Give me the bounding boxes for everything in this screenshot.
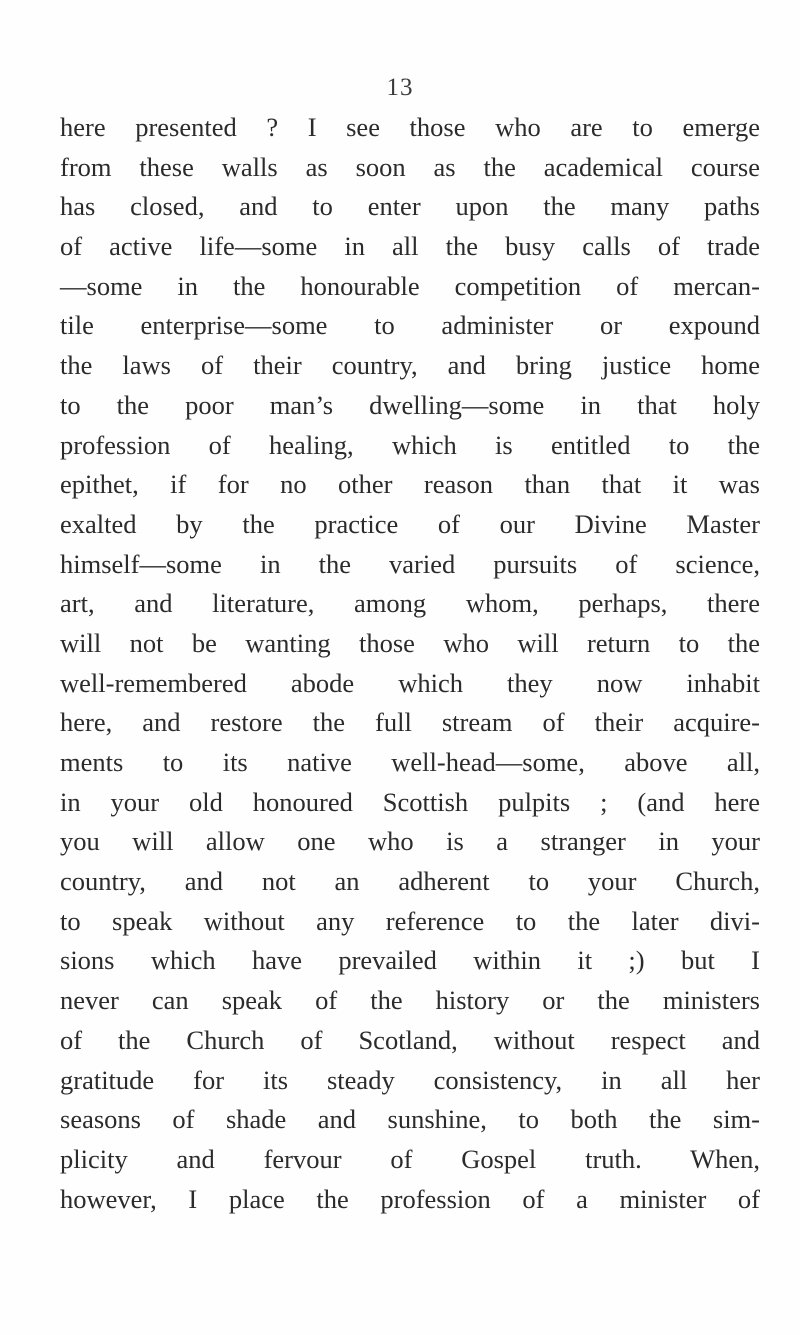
text-line: here presented ? I see those who are to emerge [60,112,760,142]
text-line: never can speak of the history or the ministers [60,985,760,1016]
text-line: of the Church of Scotland, without respect and [60,1024,760,1055]
text-line: country, and not an adherent to your Church, [60,866,760,897]
text-line: from these walls as soon as the academical course [60,151,760,182]
text-line: to speak without any reference to the later divi- [60,905,760,936]
text-line: seasons of shade and sunshine, to both the sim- [60,1104,760,1135]
text-line: profession of healing, which is entitled to the [60,429,760,460]
text-line: here, and restore the full stream of their acquire- [60,707,760,738]
text-line: has closed, and to enter upon the many paths [60,191,760,222]
page-number: 13 [386,74,414,101]
text-line: tile enterprise—some to administer or expound [60,310,760,341]
text-line: well-remembered abode which they now inhabit [60,667,760,698]
text-line: you will allow one who is a stranger in your [60,826,760,857]
text-line: exalted by the practice of our Divine Master [60,508,760,539]
text-line: to the poor man’s dwelling—some in that holy [60,389,760,420]
text-line: himself—some in the varied pursuits of science, [60,548,760,579]
body-text [60,108,760,1219]
text-line: sions which have prevailed within it ;) but I [60,945,760,976]
text-line: in your old honoured Scottish pulpits ; (and here [60,786,760,817]
text-line: —some in the honourable competition of mercan- [60,270,760,301]
text-line: art, and literature, among whom, perhaps, there [60,588,760,619]
text-line: plicity and fervour of Gospel truth. When, [60,1143,760,1174]
text-line: will not be wanting those who will return to the [60,627,760,658]
text-line: epithet, if for no other reason than that it was [60,469,760,500]
text-line: the laws of their country, and bring justice home [60,350,760,381]
text-line: of active life—some in all the busy calls of trade [60,231,760,262]
text-line: however, I place the profession of a minister of [60,1183,760,1214]
text-line: gratitude for its steady consistency, in all her [60,1064,760,1095]
text-line: ments to its native well-head—some, above all, [60,747,760,777]
